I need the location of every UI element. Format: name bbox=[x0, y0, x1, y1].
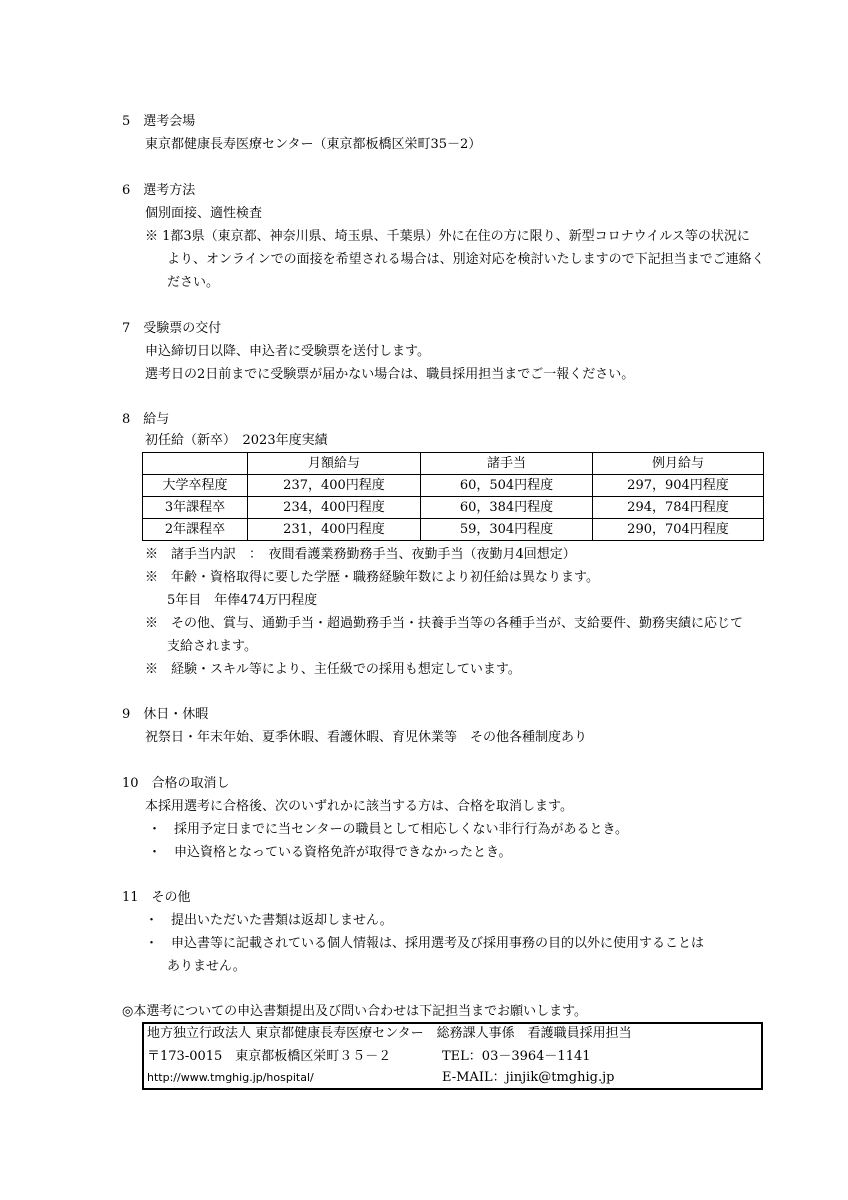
contact-email-link[interactable]: E-MAIL：jinjik@tmghig.jp bbox=[442, 1070, 615, 1085]
salary-table-cell: 234，400円程度 bbox=[248, 497, 421, 519]
salary-table-cell: 60，384円程度 bbox=[421, 497, 593, 519]
salary-note-4: ※ 経験・スキル等により、主任級での採用も想定しています。 bbox=[145, 662, 521, 677]
salary-table-cell: 297，904円程度 bbox=[593, 475, 764, 497]
section-6-body: 個別面接、適性検査 bbox=[145, 206, 263, 221]
salary-note-3-line-1: ※ その他、賞与、通勤手当・超過勤務手当・扶養手当等の各種手当が、支給要件、勤務実績に応じて bbox=[145, 616, 744, 631]
salary-table-cell: 2年課程卒 bbox=[143, 519, 248, 541]
section-7-heading: 7 受験票の交付 bbox=[122, 321, 222, 336]
salary-table-header-cell: 例月給与 bbox=[593, 453, 764, 475]
salary-table-cell: 60，504円程度 bbox=[421, 475, 593, 497]
section-10-body: 本採用選考に合格後、次のいずれかに該当する方は、合格を取消します。 bbox=[145, 799, 573, 814]
section-10-heading: 10 合格の取消し bbox=[122, 776, 230, 791]
salary-table-cell: 237，400円程度 bbox=[248, 475, 421, 497]
contact-tel: TEL：03－3964－1141 bbox=[442, 1049, 591, 1064]
salary-note-3-line-2: 支給されます。 bbox=[167, 639, 257, 654]
contact-address: 〒173-0015 東京都板橋区栄町３５－２ bbox=[147, 1049, 392, 1064]
section-11-heading: 11 その他 bbox=[122, 890, 191, 905]
salary-table-header-cell bbox=[143, 453, 248, 475]
section-9-heading: 9 休日・休暇 bbox=[122, 707, 209, 722]
salary-table-cell: 大学卒程度 bbox=[143, 475, 248, 497]
salary-note-2-sub: 5年目 年俸474万円程度 bbox=[167, 593, 318, 608]
section-11-item-2-line-1: ・ 申込書等に記載されている個人情報は、採用選考及び採用事務の目的以外に使用することは bbox=[145, 936, 705, 951]
section-5-heading: 5 選考会場 bbox=[122, 114, 196, 129]
section-7-line-1: 申込締切日以降、申込者に受験票を送付します。 bbox=[145, 344, 430, 359]
section-8-heading: 8 給与 bbox=[122, 412, 170, 427]
salary-table-header-cell: 諸手当 bbox=[421, 453, 593, 475]
section-7-line-2: 選考日の2日前までに受験票が届かない場合は、職員採用担当までご一報ください。 bbox=[145, 367, 635, 382]
salary-table-cell: 231，400円程度 bbox=[248, 519, 421, 541]
salary-table-row bbox=[143, 475, 764, 497]
salary-table-row bbox=[143, 519, 764, 541]
section-11-item-2-line-2: ありません。 bbox=[167, 959, 246, 974]
section-6-note-line-1: ※ 1都3県（東京都、神奈川県、埼玉県、千葉県）外に在住の方に限り、新型コロナウイルス等の状況に bbox=[145, 229, 750, 244]
section-10-item-1: ・ 採用予定日までに当センターの職員として相応しくない非行行為があるとき。 bbox=[148, 822, 628, 837]
salary-table-cell: 3年課程卒 bbox=[143, 497, 248, 519]
section-5-body: 東京都健康長寿医療センター（東京都板橋区栄町35－2） bbox=[145, 137, 482, 152]
salary-table-header-row bbox=[143, 453, 764, 475]
salary-table-cell: 290，704円程度 bbox=[593, 519, 764, 541]
salary-table-row bbox=[143, 497, 764, 519]
section-6-note-line-3: ださい。 bbox=[167, 275, 220, 290]
salary-table-header-cell: 月額給与 bbox=[248, 453, 421, 475]
section-10-item-2: ・ 申込資格となっている資格免許が取得できなかったとき。 bbox=[148, 845, 512, 860]
contact-box bbox=[142, 1022, 763, 1090]
section-11-item-1: ・ 提出いただいた書類は返却しません。 bbox=[145, 913, 393, 928]
salary-note-1: ※ 諸手当内訳 ： 夜間看護業務勤務手当、夜勤手当（夜勤月4回想定） bbox=[145, 547, 576, 562]
contact-organization: 地方独立行政法人 東京都健康長寿医療センター 総務課人事係 看護職員採用担当 bbox=[147, 1026, 632, 1041]
section-6-heading: 6 選考方法 bbox=[122, 183, 196, 198]
salary-table bbox=[142, 452, 764, 541]
section-6-note-line-2: より、オンラインでの面接を希望される場合は、別途対応を検討いたしますので下記担当までご連絡く bbox=[167, 252, 765, 267]
section-9-body: 祝祭日・年末年始、夏季休暇、看護休暇、育児休業等 その他各種制度あり bbox=[145, 730, 588, 745]
contact-url-link[interactable]: http://www.tmghig.jp/hospital/ bbox=[147, 1071, 314, 1084]
salary-table-cell: 294，784円程度 bbox=[593, 497, 764, 519]
salary-table-cell: 59，304円程度 bbox=[421, 519, 593, 541]
salary-note-2: ※ 年齢・資格取得に要した学歴・職務経験年数により初任給は異なります。 bbox=[145, 570, 599, 585]
contact-intro: ◎本選考についての申込書類提出及び問い合わせは下記担当までお願いします。 bbox=[122, 1004, 588, 1019]
salary-table-caption: 初任給（新卒） 2023年度実績 bbox=[145, 433, 328, 448]
